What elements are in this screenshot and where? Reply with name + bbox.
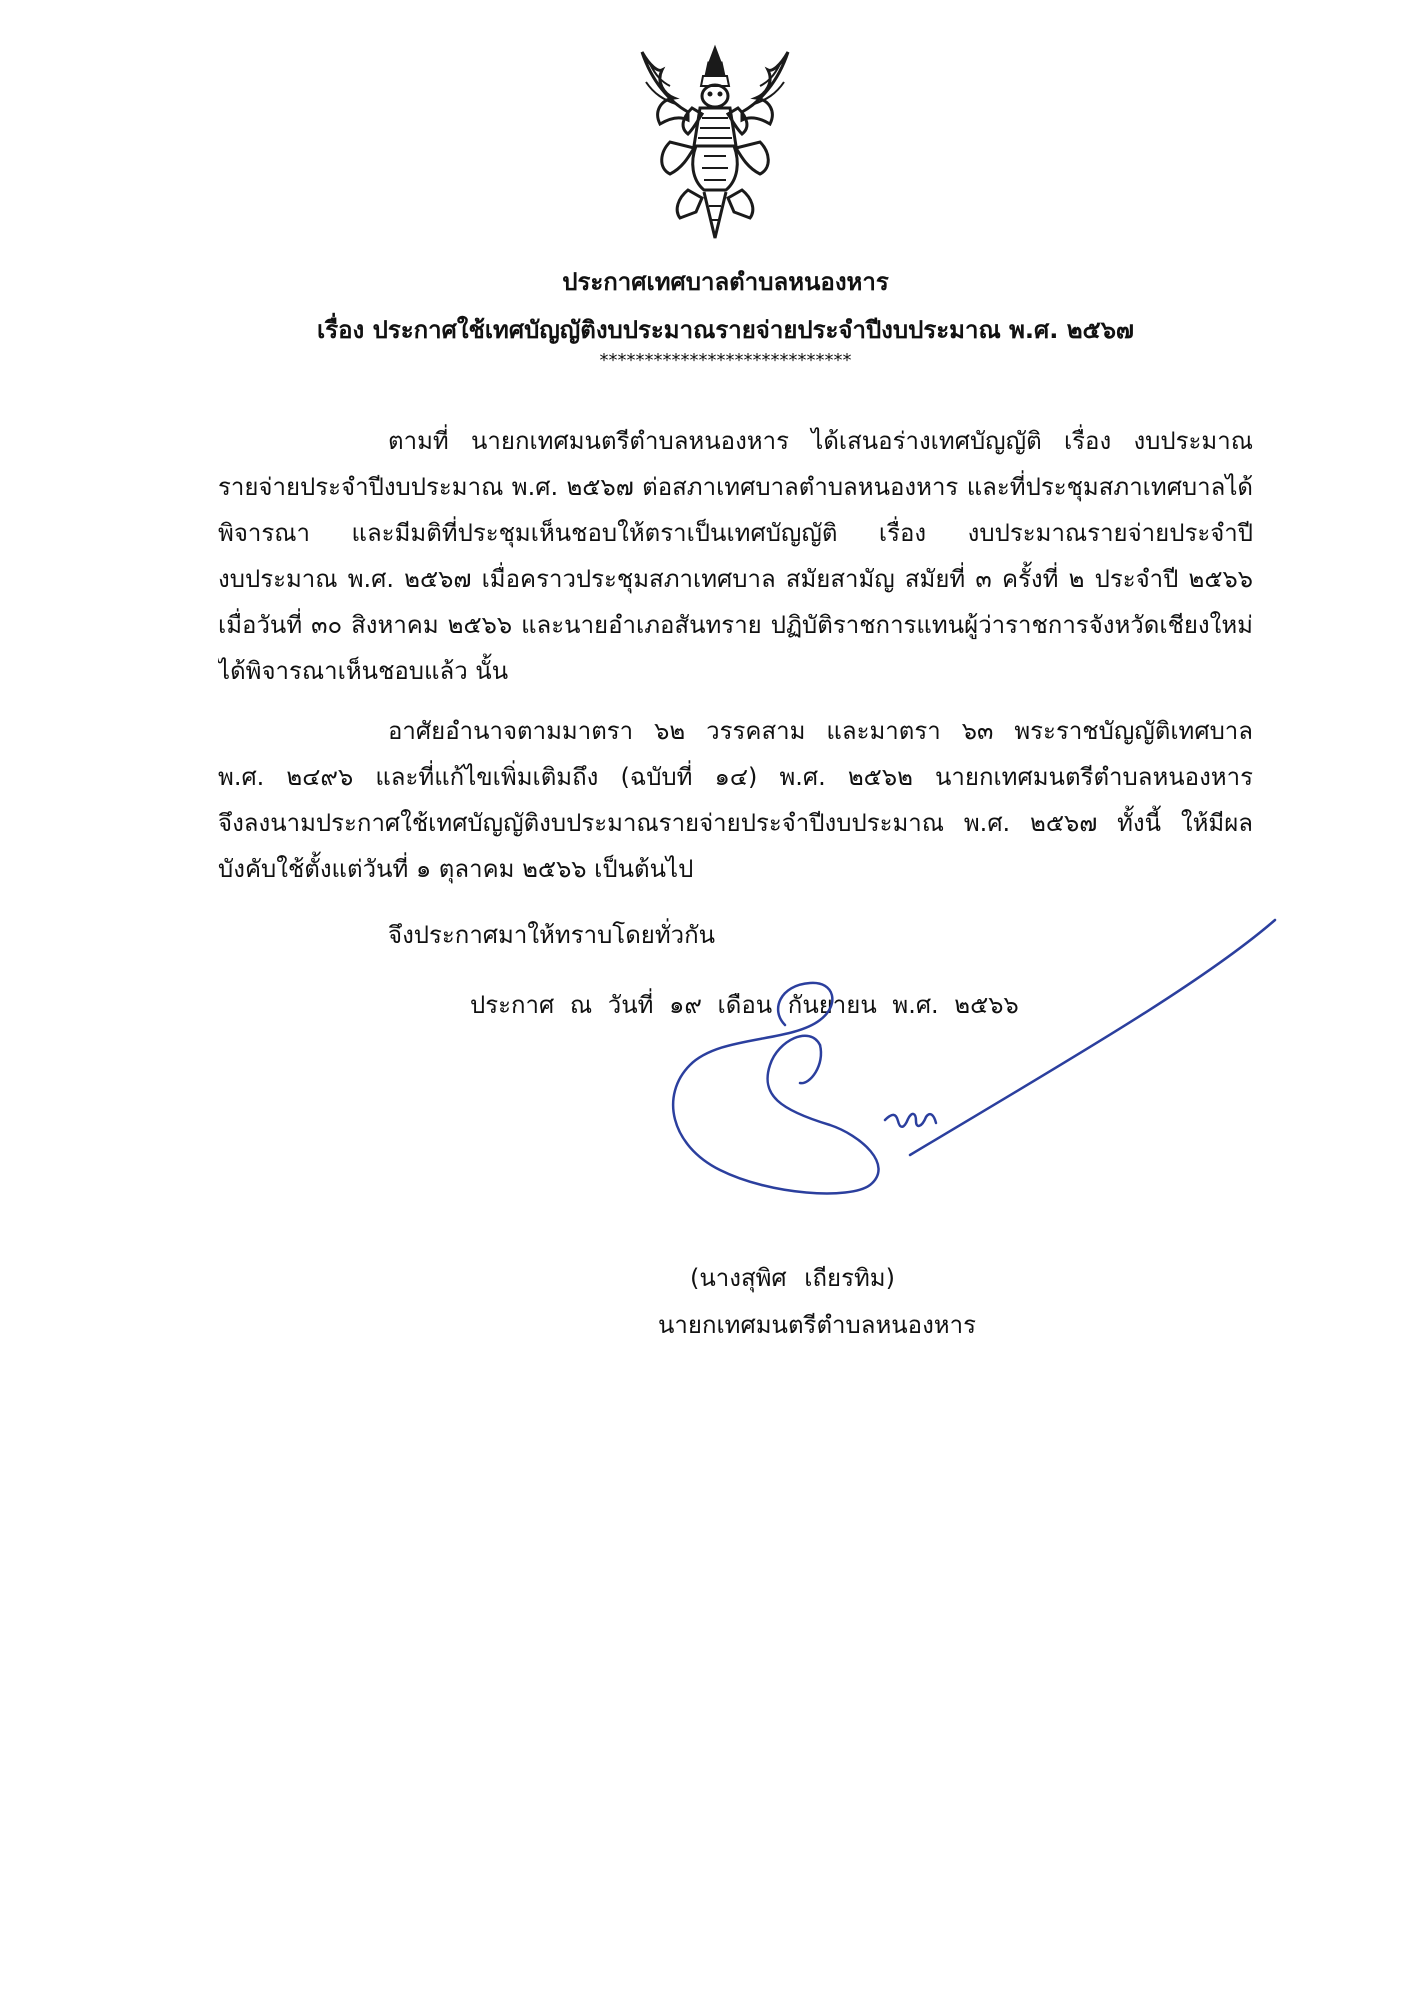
announcement-subject: เรื่อง ประกาศใช้เทศบัญญัติงบประมาณรายจ่ายประจำปีงบประมาณ พ.ศ. ๒๕๖๗: [317, 316, 1134, 344]
paragraph-line: อาศัยอำนาจตามมาตรา ๖๒ วรรคสาม และมาตรา ๖๓ พระราชบัญญัติเทศบาล: [388, 717, 1253, 745]
paragraph-line: พิจารณา และมีมติที่ประชุมเห็นชอบให้ตราเป็นเทศบัญญัติ เรื่อง งบประมาณรายจ่ายประจำปี: [218, 519, 1253, 547]
signer-position: นายกเทศมนตรีตำบลหนองหาร: [658, 1311, 976, 1339]
title-divider: ****************************: [599, 350, 852, 371]
paragraph-line: บังคับใช้ตั้งแต่วันที่ ๑ ตุลาคม ๒๕๖๖ เป็นต้นไป: [218, 855, 694, 883]
paragraph-line: ได้พิจารณาเห็นชอบแล้ว นั้น: [218, 657, 509, 685]
paragraph-line: พ.ศ. ๒๔๙๖ และที่แก้ไขเพิ่มเติมถึง (ฉบับที่ ๑๔) พ.ศ. ๒๕๖๒ นายกเทศมนตรีตำบลหนองหาร: [218, 763, 1253, 791]
paragraph-2: [218, 708, 1253, 892]
signer-name: (นางสุพิศ เถียรทิม): [690, 1264, 895, 1292]
announcement-date: ประกาศ ณ วันที่ ๑๙ เดือน กันยายน พ.ศ. ๒๕๖๖: [470, 991, 1019, 1019]
closing-statement: จึงประกาศมาให้ทราบโดยทั่วกัน: [388, 921, 716, 949]
paragraph-line: ตามที่ นายกเทศมนตรีตำบลหนองหาร ได้เสนอร่างเทศบัญญัติ เรื่อง งบประมาณ: [388, 427, 1253, 455]
announcement-title: ประกาศเทศบาลตำบลหนองหาร: [562, 268, 889, 296]
paragraph-line: เมื่อวันที่ ๓๐ สิงหาคม ๒๕๖๖ และนายอำเภอสันทราย ปฏิบัติราชการแทนผู้ว่าราชการจังหวัดเชียงใหม่: [218, 611, 1253, 639]
paragraph-1: [218, 418, 1253, 694]
garuda-emblem-icon: [630, 42, 800, 242]
paragraph-line: จึงลงนามประกาศใช้เทศบัญญัติงบประมาณรายจ่ายประจำปีงบประมาณ พ.ศ. ๒๕๖๗ ทั้งนี้ ให้มีผล: [218, 809, 1253, 837]
paragraph-line: รายจ่ายประจำปีงบประมาณ พ.ศ. ๒๕๖๗ ต่อสภาเทศบาลตำบลหนองหาร และที่ประชุมสภาเทศบาลได้: [218, 473, 1253, 501]
paragraph-line: งบประมาณ พ.ศ. ๒๕๖๗ เมื่อคราวประชุมสภาเทศบาล สมัยสามัญ สมัยที่ ๓ ครั้งที่ ๒ ประจำปี ๒๕๖๖: [218, 565, 1253, 593]
handwritten-signature: [660, 915, 1280, 1245]
